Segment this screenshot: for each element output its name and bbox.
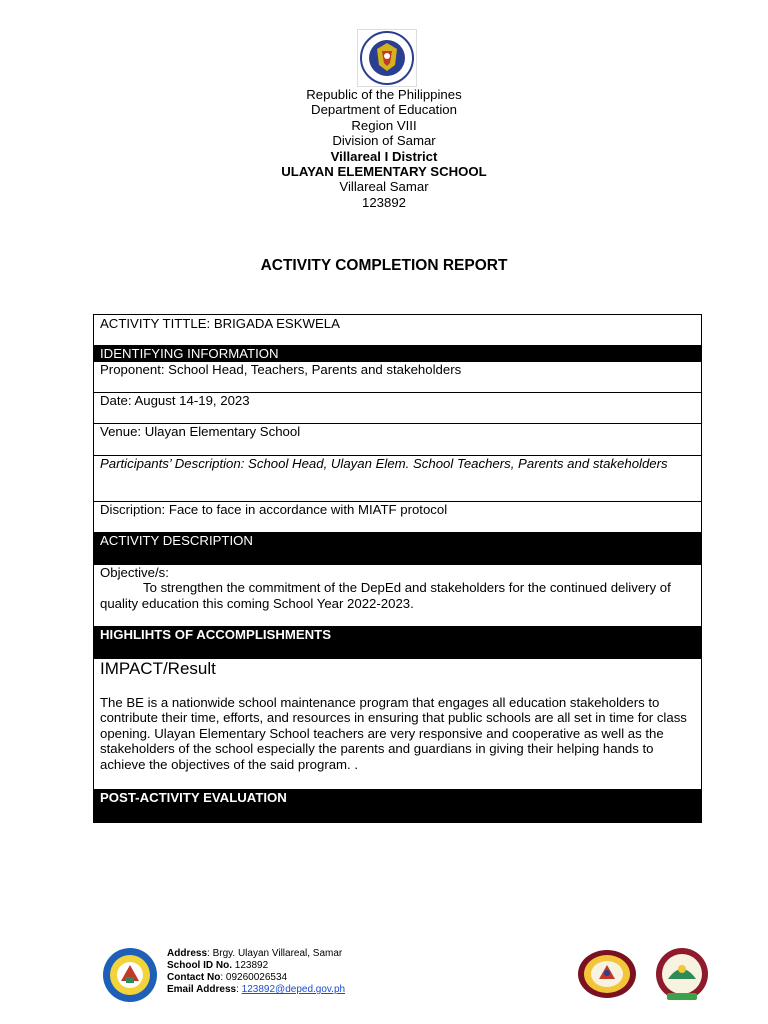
footer-contact-no <box>167 972 345 984</box>
district-line: Villareal I District <box>330 148 438 164</box>
impact-heading: IMPACT/Result <box>100 659 216 678</box>
school-id-value: 123892 <box>232 960 269 971</box>
district-seal <box>651 947 713 1003</box>
contact-value: : 09260026534 <box>220 972 288 983</box>
division-seal <box>577 949 637 999</box>
footer-email <box>167 984 345 996</box>
school-seal <box>101 947 159 1003</box>
location-line: Villareal Samar <box>339 179 429 195</box>
objective-text: To strengthen the commitment of the DepEd and stakeholders for the continued delivery of quality education this coming School Year 2022-2023. <box>100 580 671 611</box>
venue-row: Venue: Ulayan Elementary School <box>94 424 701 456</box>
impact-text: The BE is a nationwide school maintenance program that engages all education stakeholders to contribute their time, efforts, and resources in ensuring that public schools are all set in time for class opening. Ulayan Elementary School teachers are very responsive and cooperative as well as the stakeholders of the school especially the parents and guardians in giving their helping hands to achieve the objectives of the said program. . <box>100 695 687 772</box>
description-row: Discription: Face to face in accordance with MIATF protocol <box>94 502 701 533</box>
email-label: Email Address <box>167 984 237 995</box>
email-separator: : <box>236 984 242 995</box>
school-name: ULAYAN ELEMENTARY SCHOOL <box>281 164 487 180</box>
objective-label: Objective/s: <box>100 565 169 580</box>
school-id-label: School ID No. <box>167 960 232 971</box>
school-header <box>0 87 768 210</box>
footer-contact <box>167 948 345 996</box>
report-table <box>93 314 702 823</box>
deped-seal <box>357 29 417 87</box>
email-link[interactable]: 123892@deped.gov.ph <box>241 984 346 995</box>
highlights-header: HIGHLIHTS OF ACCOMPLISHMENTS <box>94 627 701 659</box>
date-row: Date: August 14-19, 2023 <box>94 393 701 424</box>
post-activity-evaluation-header: POST-ACTIVITY EVALUATION <box>94 790 701 822</box>
proponent-row: Proponent: School Head, Teachers, Parents and stakeholders <box>94 362 701 393</box>
address-value: : Brgy. Ulayan Villareal, Samar <box>207 948 343 959</box>
footer-address <box>167 948 345 960</box>
contact-label: Contact No <box>167 972 221 983</box>
school-id-line: 123892 <box>361 194 406 210</box>
footer-school-id <box>167 960 345 972</box>
objective-row <box>94 565 701 627</box>
address-label: Address <box>167 948 208 959</box>
republic-line: Republic of the Philippines <box>306 87 462 102</box>
activity-title-row: ACTIVITY TITTLE: BRIGADA ESKWELA <box>94 315 701 346</box>
region-line: Region VIII <box>351 117 417 133</box>
activity-description-header: ACTIVITY DESCRIPTION <box>94 533 701 565</box>
identifying-info-header: IDENTIFYING INFORMATION <box>94 346 701 362</box>
participants-row: Participants’ Description: School Head, Ulayan Elem. School Teachers, Parents and stakeholders <box>94 456 701 502</box>
report-title: ACTIVITY COMPLETION REPORT <box>260 257 508 274</box>
impact-row <box>94 659 701 790</box>
department-line: Department of Education <box>311 102 457 118</box>
division-line: Division of Samar <box>332 133 436 149</box>
